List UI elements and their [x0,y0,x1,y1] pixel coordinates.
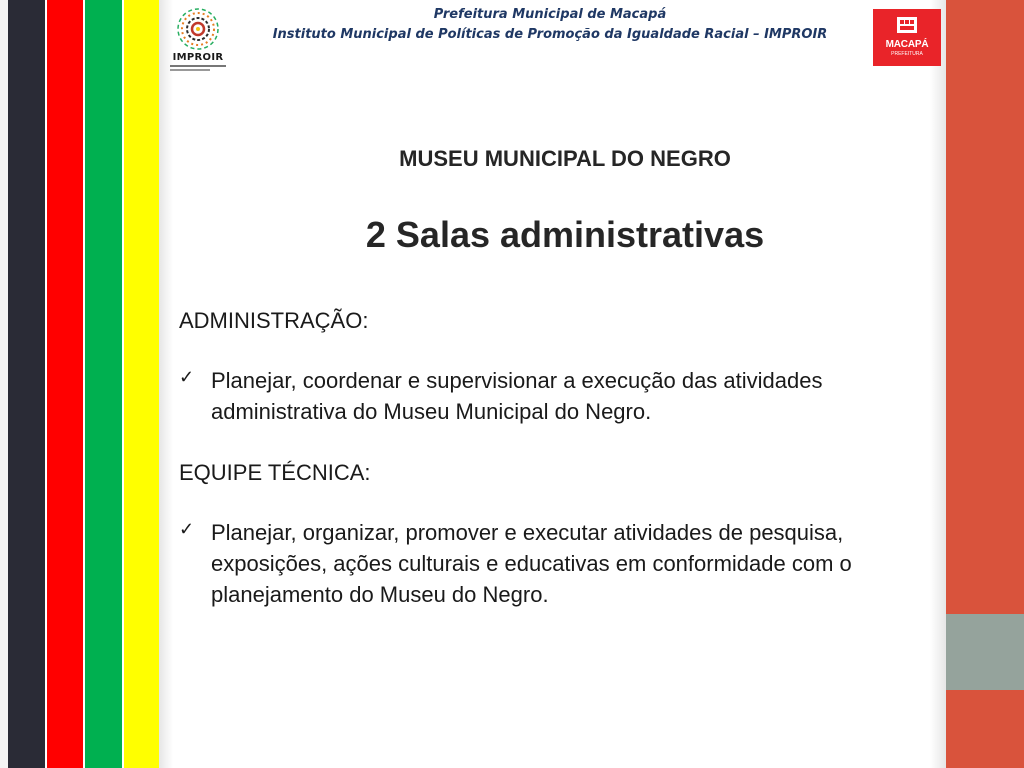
macapa-emblem-icon [873,9,941,39]
header-line-1: Prefeitura Municipal de Macapá [433,7,667,22]
museum-title: MUSEU MUNICIPAL DO NEGRO [399,146,731,171]
right-accent-panel-bottom [946,690,1024,768]
macapa-logo-subtext: PREFEITURA [891,51,923,57]
stripe-green [85,0,122,768]
section-text-equipe-tecnica: Planejar, organizar, promover e executar atividades de pesquisa, exposições, ações culturais e educativas em conformidade com o planejamento do Museu do Negro. [211,520,852,607]
right-shadow [930,0,946,768]
checkmark-icon: ✓ [179,519,195,539]
section-text-administracao: Planejar, coordenar e supervisionar a execução das atividades administrativa do Museu Municipal do Negro. [211,368,823,424]
logo-subline [170,65,226,67]
header-line-2: Instituto Municipal de Políticas de Promoção da Igualdade Racial – IMPROIR [272,27,828,42]
left-shadow [159,0,173,768]
section-label-administracao: ADMINISTRAÇÃO: [179,308,369,333]
stripe-red [47,0,83,768]
section-label-equipe-tecnica: EQUIPE TÉCNICA: [179,460,371,485]
improir-logo [168,8,228,74]
macapa-logo [873,9,941,66]
improir-emblem-icon [168,8,228,54]
slide-heading: 2 Salas administrativas [365,214,765,255]
stripe-yellow [124,0,159,768]
stripe-black [8,0,45,768]
right-accent-panel [946,0,1024,614]
stripe-white [0,0,8,768]
improir-logo-text: IMPROIR [172,52,224,63]
logo-subline [170,69,210,71]
checkmark-icon: ✓ [179,367,195,387]
right-gray-panel [946,614,1024,690]
macapa-logo-text: MACAPÁ [885,39,929,50]
